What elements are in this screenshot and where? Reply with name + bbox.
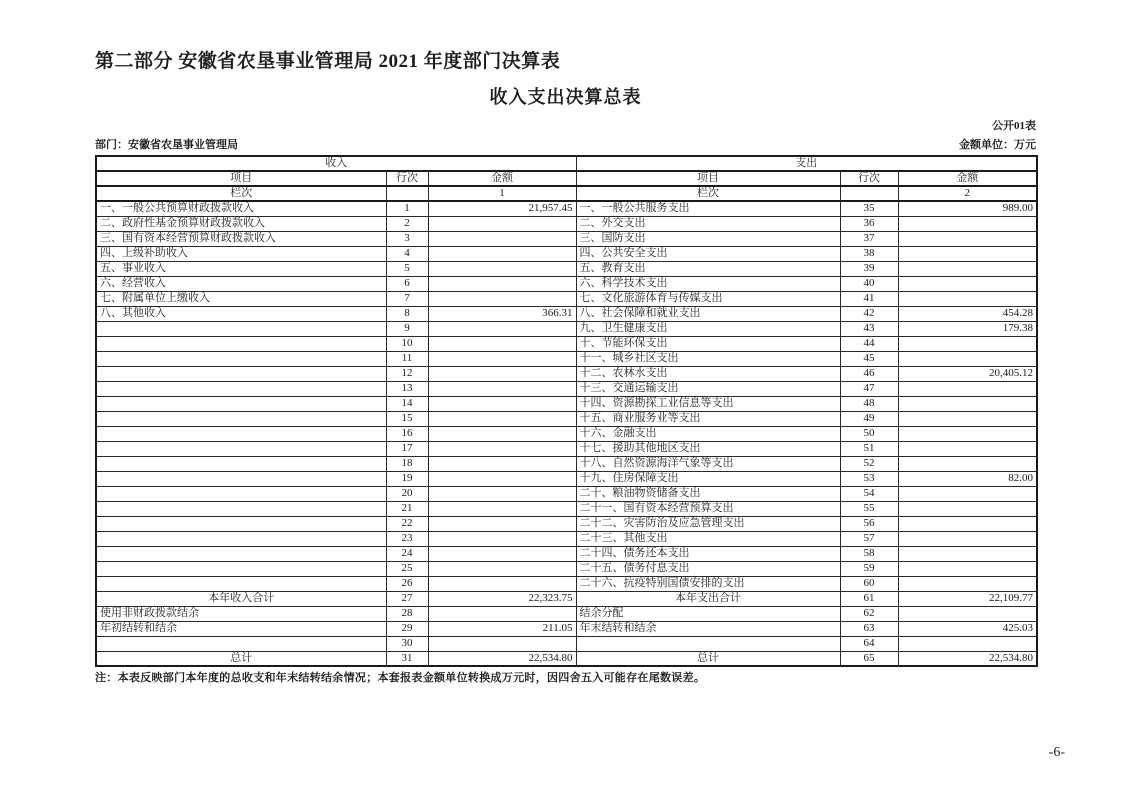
expense-line-cell: 59	[840, 561, 898, 576]
income-item-cell	[96, 381, 386, 396]
income-item-cell: 本年收入合计	[96, 591, 386, 606]
income-amount-cell	[428, 351, 576, 366]
income-item-cell	[96, 471, 386, 486]
table-row	[96, 381, 1037, 396]
table-row	[96, 276, 1037, 291]
expense-amount-cell: 989.00	[898, 201, 1037, 216]
expense-amount-cell	[898, 231, 1037, 246]
expense-line-cell: 48	[840, 396, 898, 411]
income-line-cell: 13	[386, 381, 428, 396]
table-row	[96, 201, 1037, 216]
income-item-cell	[96, 396, 386, 411]
income-amount-cell	[428, 606, 576, 621]
income-line-cell: 8	[386, 306, 428, 321]
income-item-cell	[96, 531, 386, 546]
expense-amount-cell: 22,534.80	[898, 651, 1037, 666]
expense-item-cell: 二十、粮油物资储备支出	[576, 486, 840, 501]
expense-amount-cell	[898, 246, 1037, 261]
section-header-row	[96, 156, 1037, 171]
income-amount-cell	[428, 516, 576, 531]
expense-item-header: 项目	[576, 171, 840, 186]
table-body	[96, 201, 1037, 666]
table-row	[96, 516, 1037, 531]
income-line-cell: 17	[386, 441, 428, 456]
expense-line-cell: 40	[840, 276, 898, 291]
expense-item-cell: 七、文化旅游体育与传媒支出	[576, 291, 840, 306]
income-line-cell: 15	[386, 411, 428, 426]
table-row	[96, 471, 1037, 486]
expense-amount-cell	[898, 531, 1037, 546]
expense-line-cell: 45	[840, 351, 898, 366]
income-amount-cell	[428, 486, 576, 501]
expense-line-cell: 55	[840, 501, 898, 516]
expense-item-cell: 十六、金融支出	[576, 426, 840, 441]
expense-amount-cell	[898, 576, 1037, 591]
table-row	[96, 501, 1037, 516]
table-title: 收入支出决算总表	[489, 87, 642, 107]
income-amount-cell: 22,323.75	[428, 591, 576, 606]
document-title: 第二部分 安徽省农垦事业管理局 2021 年度部门决算表	[95, 51, 561, 72]
income-item-header: 项目	[96, 171, 386, 186]
expense-item-cell: 十四、资源勘探工业信息等支出	[576, 396, 840, 411]
expense-item-cell: 十八、自然资源海洋气象等支出	[576, 456, 840, 471]
income-amount-cell	[428, 321, 576, 336]
income-amount-cell	[428, 576, 576, 591]
income-line-cell: 27	[386, 591, 428, 606]
expense-item-cell: 一、一般公共服务支出	[576, 201, 840, 216]
expense-amount-cell	[898, 216, 1037, 231]
income-item-cell	[96, 426, 386, 441]
table-row	[96, 426, 1037, 441]
income-line-cell: 22	[386, 516, 428, 531]
expense-amount-cell	[898, 426, 1037, 441]
expense-lanci-label: 栏次	[576, 186, 840, 201]
expense-line-header: 行次	[840, 171, 898, 186]
income-item-cell	[96, 456, 386, 471]
expense-line-cell: 43	[840, 321, 898, 336]
table-row	[96, 261, 1037, 276]
income-amount-cell: 22,534.80	[428, 651, 576, 666]
expense-item-cell: 十、节能环保支出	[576, 336, 840, 351]
income-line-cell: 5	[386, 261, 428, 276]
income-line-cell: 31	[386, 651, 428, 666]
expense-line-cell: 54	[840, 486, 898, 501]
table-row	[96, 246, 1037, 261]
income-amount-cell	[428, 531, 576, 546]
income-amount-cell	[428, 291, 576, 306]
income-amount-cell	[428, 441, 576, 456]
income-amount-cell	[428, 396, 576, 411]
income-item-cell	[96, 576, 386, 591]
expense-amount-cell	[898, 516, 1037, 531]
content-area	[95, 0, 1036, 685]
expense-amount-cell	[898, 261, 1037, 276]
expense-item-cell: 二十一、国有资本经营预算支出	[576, 501, 840, 516]
expense-amount-header: 金额	[898, 171, 1037, 186]
income-amount-cell	[428, 336, 576, 351]
income-item-cell: 六、经营收入	[96, 276, 386, 291]
income-item-cell	[96, 366, 386, 381]
expense-item-cell: 二、外交支出	[576, 216, 840, 231]
table-row	[96, 441, 1037, 456]
income-item-cell: 五、事业收入	[96, 261, 386, 276]
income-line-header: 行次	[386, 171, 428, 186]
expense-item-cell: 八、社会保障和就业支出	[576, 306, 840, 321]
income-amount-cell	[428, 261, 576, 276]
department-label: 部门：安徽省农垦事业管理局	[95, 139, 238, 151]
expense-line-cell: 58	[840, 546, 898, 561]
table-row	[96, 291, 1037, 306]
expense-amount-cell	[898, 486, 1037, 501]
expense-item-cell: 年末结转和结余	[576, 621, 840, 636]
income-item-cell	[96, 561, 386, 576]
expense-item-cell: 六、科学技术支出	[576, 276, 840, 291]
income-line-cell: 6	[386, 276, 428, 291]
income-line-cell: 9	[386, 321, 428, 336]
expense-line-cell: 65	[840, 651, 898, 666]
table-row	[96, 636, 1037, 651]
expense-item-cell: 十二、农林水支出	[576, 366, 840, 381]
income-line-cell: 21	[386, 501, 428, 516]
income-line-cell: 16	[386, 426, 428, 441]
expense-amount-cell	[898, 336, 1037, 351]
expense-line-cell: 56	[840, 516, 898, 531]
expense-item-cell: 二十三、其他支出	[576, 531, 840, 546]
expense-section-header: 支出	[576, 156, 1037, 171]
expense-line-cell: 46	[840, 366, 898, 381]
income-lanci-blank	[386, 186, 428, 201]
income-line-cell: 30	[386, 636, 428, 651]
table-row	[96, 606, 1037, 621]
income-line-cell: 12	[386, 366, 428, 381]
expense-amount-cell: 179.38	[898, 321, 1037, 336]
expense-item-cell: 九、卫生健康支出	[576, 321, 840, 336]
expense-line-cell: 62	[840, 606, 898, 621]
table-row	[96, 336, 1037, 351]
income-line-cell: 19	[386, 471, 428, 486]
income-item-cell: 使用非财政拨款结余	[96, 606, 386, 621]
table-row	[96, 651, 1037, 666]
footnote: 注：本表反映部门本年度的总收支和年末结转结余情况；本套报表金额单位转换成万元时，因四舍五入可能存在尾数误差。	[95, 672, 706, 684]
expense-line-cell: 50	[840, 426, 898, 441]
income-item-cell	[96, 321, 386, 336]
table-row	[96, 591, 1037, 606]
table-row	[96, 546, 1037, 561]
income-item-cell	[96, 636, 386, 651]
expense-column-number: 2	[898, 186, 1037, 201]
income-amount-cell	[428, 456, 576, 471]
expense-amount-cell	[898, 276, 1037, 291]
income-line-cell: 18	[386, 456, 428, 471]
income-item-cell	[96, 411, 386, 426]
income-amount-cell	[428, 411, 576, 426]
expense-amount-cell	[898, 291, 1037, 306]
expense-line-cell: 47	[840, 381, 898, 396]
expense-amount-cell	[898, 381, 1037, 396]
income-amount-cell	[428, 246, 576, 261]
expense-amount-cell	[898, 396, 1037, 411]
income-amount-cell	[428, 276, 576, 291]
expense-amount-cell: 454.28	[898, 306, 1037, 321]
income-amount-cell: 21,957.45	[428, 201, 576, 216]
expense-line-cell: 57	[840, 531, 898, 546]
expense-line-cell: 36	[840, 216, 898, 231]
income-amount-header: 金额	[428, 171, 576, 186]
income-amount-cell	[428, 231, 576, 246]
income-line-cell: 11	[386, 351, 428, 366]
income-item-cell: 七、附属单位上缴收入	[96, 291, 386, 306]
income-line-cell: 1	[386, 201, 428, 216]
expense-item-cell: 二十六、抗疫特别国债安排的支出	[576, 576, 840, 591]
expense-amount-cell	[898, 501, 1037, 516]
expense-item-cell: 四、公共安全支出	[576, 246, 840, 261]
expense-amount-cell	[898, 561, 1037, 576]
income-item-cell: 二、政府性基金预算财政拨款收入	[96, 216, 386, 231]
income-line-cell: 23	[386, 531, 428, 546]
income-amount-cell	[428, 426, 576, 441]
income-amount-cell	[428, 636, 576, 651]
income-line-cell: 2	[386, 216, 428, 231]
expense-amount-cell: 20,405.12	[898, 366, 1037, 381]
income-item-cell	[96, 516, 386, 531]
income-amount-cell: 366.31	[428, 306, 576, 321]
income-amount-cell	[428, 546, 576, 561]
expense-line-cell: 61	[840, 591, 898, 606]
expense-line-cell: 42	[840, 306, 898, 321]
expense-amount-cell	[898, 606, 1037, 621]
column-header-row	[96, 171, 1037, 186]
unit-label: 金额单位：万元	[959, 139, 1036, 151]
income-item-cell	[96, 486, 386, 501]
expense-line-cell: 39	[840, 261, 898, 276]
income-line-cell: 24	[386, 546, 428, 561]
income-item-cell	[96, 351, 386, 366]
expense-line-cell: 53	[840, 471, 898, 486]
income-amount-cell: 211.05	[428, 621, 576, 636]
table-row	[96, 456, 1037, 471]
income-line-cell: 10	[386, 336, 428, 351]
income-item-cell: 四、上级补助收入	[96, 246, 386, 261]
page-number: -6-	[1048, 745, 1065, 760]
expense-item-cell: 三、国防支出	[576, 231, 840, 246]
expense-item-cell: 十五、商业服务业等支出	[576, 411, 840, 426]
expense-line-cell: 49	[840, 411, 898, 426]
income-column-number: 1	[428, 186, 576, 201]
expense-lanci-blank	[840, 186, 898, 201]
meta-line	[95, 136, 1036, 152]
column-index-row	[96, 186, 1037, 201]
expense-amount-cell: 82.00	[898, 471, 1037, 486]
expense-line-cell: 51	[840, 441, 898, 456]
expense-item-cell: 结余分配	[576, 606, 840, 621]
expense-amount-cell	[898, 411, 1037, 426]
expense-item-cell: 二十五、债务付息支出	[576, 561, 840, 576]
income-item-cell	[96, 546, 386, 561]
expense-amount-cell	[898, 351, 1037, 366]
expense-line-cell: 38	[840, 246, 898, 261]
income-amount-cell	[428, 471, 576, 486]
expense-item-cell: 十九、住房保障支出	[576, 471, 840, 486]
table-row	[96, 351, 1037, 366]
table-row	[96, 486, 1037, 501]
expense-item-cell: 十一、城乡社区支出	[576, 351, 840, 366]
table-row	[96, 306, 1037, 321]
expense-item-cell: 十七、援助其他地区支出	[576, 441, 840, 456]
income-line-cell: 28	[386, 606, 428, 621]
income-item-cell: 年初结转和结余	[96, 621, 386, 636]
expense-amount-cell: 22,109.77	[898, 591, 1037, 606]
expense-amount-cell	[898, 441, 1037, 456]
expense-item-cell: 五、教育支出	[576, 261, 840, 276]
income-line-cell: 3	[386, 231, 428, 246]
income-item-cell: 总计	[96, 651, 386, 666]
income-line-cell: 20	[386, 486, 428, 501]
table-row	[96, 621, 1037, 636]
expense-item-cell: 二十二、灾害防治及应急管理支出	[576, 516, 840, 531]
table-row	[96, 396, 1037, 411]
table-row	[96, 321, 1037, 336]
income-section-header: 收入	[96, 156, 576, 171]
expense-line-cell: 52	[840, 456, 898, 471]
income-item-cell: 一、一般公共预算财政拨款收入	[96, 201, 386, 216]
expense-line-cell: 63	[840, 621, 898, 636]
income-lanci-label: 栏次	[96, 186, 386, 201]
income-amount-cell	[428, 501, 576, 516]
expense-line-cell: 44	[840, 336, 898, 351]
expense-line-cell: 60	[840, 576, 898, 591]
expense-amount-cell: 425.03	[898, 621, 1037, 636]
expense-item-cell: 二十四、债务还本支出	[576, 546, 840, 561]
table-row	[96, 411, 1037, 426]
table-row	[96, 561, 1037, 576]
income-line-cell: 26	[386, 576, 428, 591]
income-line-cell: 14	[386, 396, 428, 411]
final-accounts-table	[95, 155, 1038, 667]
expense-line-cell: 64	[840, 636, 898, 651]
table-row	[96, 216, 1037, 231]
expense-line-cell: 35	[840, 201, 898, 216]
table-row	[96, 366, 1037, 381]
expense-amount-cell	[898, 636, 1037, 651]
income-item-cell: 三、国有资本经营预算财政拨款收入	[96, 231, 386, 246]
expense-line-cell: 37	[840, 231, 898, 246]
expense-item-cell: 总计	[576, 651, 840, 666]
expense-item-cell	[576, 636, 840, 651]
income-item-cell	[96, 441, 386, 456]
table-row	[96, 576, 1037, 591]
income-item-cell	[96, 336, 386, 351]
table-row	[96, 531, 1037, 546]
income-line-cell: 25	[386, 561, 428, 576]
income-line-cell: 7	[386, 291, 428, 306]
expense-amount-cell	[898, 546, 1037, 561]
expense-line-cell: 41	[840, 291, 898, 306]
expense-item-cell: 本年支出合计	[576, 591, 840, 606]
table-row	[96, 231, 1037, 246]
income-amount-cell	[428, 216, 576, 231]
public-table-code: 公开01表	[992, 120, 1036, 132]
income-line-cell: 4	[386, 246, 428, 261]
income-item-cell: 八、其他收入	[96, 306, 386, 321]
expense-item-cell: 十三、交通运输支出	[576, 381, 840, 396]
expense-amount-cell	[898, 456, 1037, 471]
income-amount-cell	[428, 561, 576, 576]
income-amount-cell	[428, 381, 576, 396]
income-line-cell: 29	[386, 621, 428, 636]
income-amount-cell	[428, 366, 576, 381]
income-item-cell	[96, 501, 386, 516]
